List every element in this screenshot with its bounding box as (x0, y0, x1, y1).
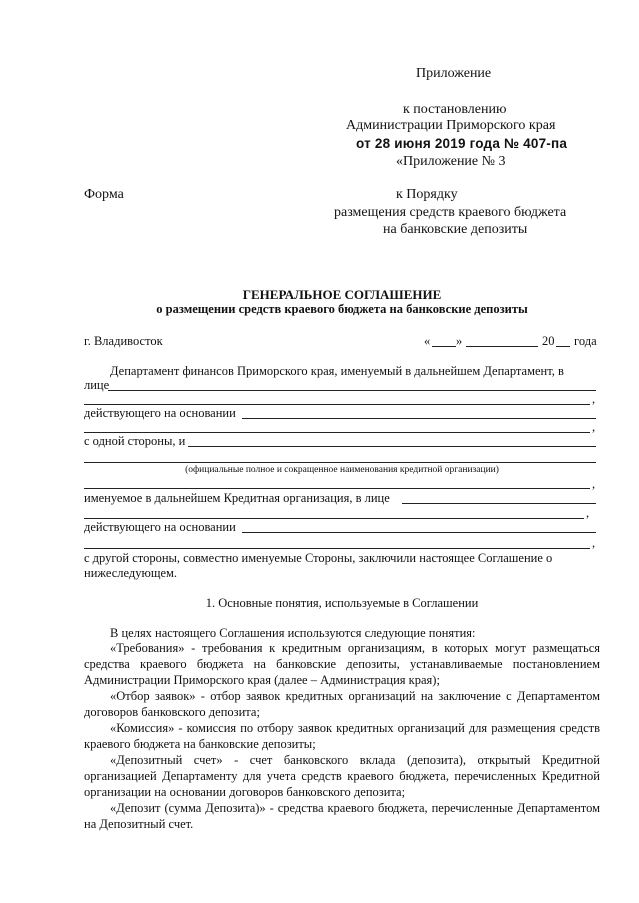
year-suffix: года (574, 334, 597, 348)
comma-3: , (592, 477, 596, 491)
term-requirements (84, 640, 600, 688)
placement-label: размещения средств краевого бюджета (334, 205, 567, 220)
administration-label: Администрации Приморского края (346, 118, 556, 133)
document-title: ГЕНЕРАЛЬНОЕ СОГЛАШЕНИЕ (242, 287, 442, 302)
person-blank-1 (108, 390, 596, 391)
term-text: «Депозит (сумма Депозита)» - средства краевого бюджета, перечисленные Департаментом на Депозитный счет. (84, 801, 600, 831)
term-commission (84, 720, 600, 752)
credit-org-caption: (официальные полное и сокращенное наименования кредитной организации) (185, 465, 499, 475)
department-text: Департамент финансов Приморского края, именуемый в дальнейшем Департамент, в (110, 364, 564, 378)
section-1-intro: В целях настоящего Соглашения используются следующие понятия: (110, 626, 476, 640)
basis2-blank-1 (242, 532, 596, 533)
other-side-line-1: с другой стороны, совместно именуемые Стороны, заключили настоящее Соглашение о (84, 551, 553, 565)
credit-person-blank-2 (84, 518, 584, 519)
day-blank (432, 346, 456, 347)
basis-blank-2 (84, 432, 590, 433)
acting-basis-label-2: действующего на основании (84, 520, 236, 534)
to-order-label: к Порядку (396, 187, 458, 202)
appendix-number: «Приложение № 3 (396, 154, 506, 169)
term-text: «Требования» - требования к кредитным организациям, в которых могут размещаться средства краевого бюджета на банковские депозиты, устанавливаемые постановлением Администрации Приморского края (далее – Администрация края); (84, 641, 600, 687)
month-blank (466, 346, 538, 347)
term-deposit-account (84, 752, 600, 800)
credit-person-blank-1 (402, 503, 596, 504)
credit-org-blank-1 (188, 446, 596, 447)
form-label: Форма (84, 187, 124, 202)
one-side-label: с одной стороны, и (84, 434, 186, 448)
comma-2: , (592, 420, 596, 434)
acting-basis-label: действующего на основании (84, 406, 236, 420)
term-application-selection (84, 688, 600, 720)
comma-5: , (592, 536, 596, 550)
term-text: «Депозитный счет» - счет банковского вклада (депозита), открытый Кредитной организацией Департаменту для учета средств краевого бюджета, перечисленных Кредитной организации на основании договоров банковского депозита; (84, 753, 600, 799)
credit-org-blank-3 (84, 488, 590, 489)
person-blank-2 (84, 404, 590, 405)
date-close-quote: » (456, 334, 463, 348)
other-side-line-2: нижеследующем. (84, 566, 178, 580)
section-1-heading: 1. Основные понятия, используемые в Соглашении (205, 596, 479, 610)
comma-1: , (592, 392, 596, 406)
year-blank (556, 346, 570, 347)
resolution-stamp: от 28 июня 2019 года № 407-па (356, 136, 568, 151)
term-deposit-amount (84, 800, 600, 832)
date-open-quote: « (424, 334, 431, 348)
credit-org-person-label: именуемое в дальнейшем Кредитная организация, в лице (84, 491, 390, 505)
to-resolution-label: к постановлению (403, 102, 507, 117)
in-person-label: лице (84, 378, 110, 392)
year-prefix: 20 (542, 334, 555, 348)
comma-4: , (586, 506, 590, 520)
credit-org-blank-2 (84, 462, 596, 463)
basis-blank-1 (242, 418, 596, 419)
city-label: г. Владивосток (84, 334, 163, 348)
basis2-blank-2 (84, 548, 590, 549)
appendix-label: Приложение (416, 66, 492, 81)
term-text: «Отбор заявок» - отбор заявок кредитных организаций на заключение с Департаментом договоров банковского депозита; (84, 689, 600, 719)
document-subtitle: о размещении средств краевого бюджета на банковские депозиты (156, 302, 528, 316)
term-text: «Комиссия» - комиссия по отбору заявок кредитных организаций для размещения средств краевого бюджета на банковские депозиты; (84, 721, 600, 751)
deposits-label: на банковские депозиты (383, 222, 528, 237)
